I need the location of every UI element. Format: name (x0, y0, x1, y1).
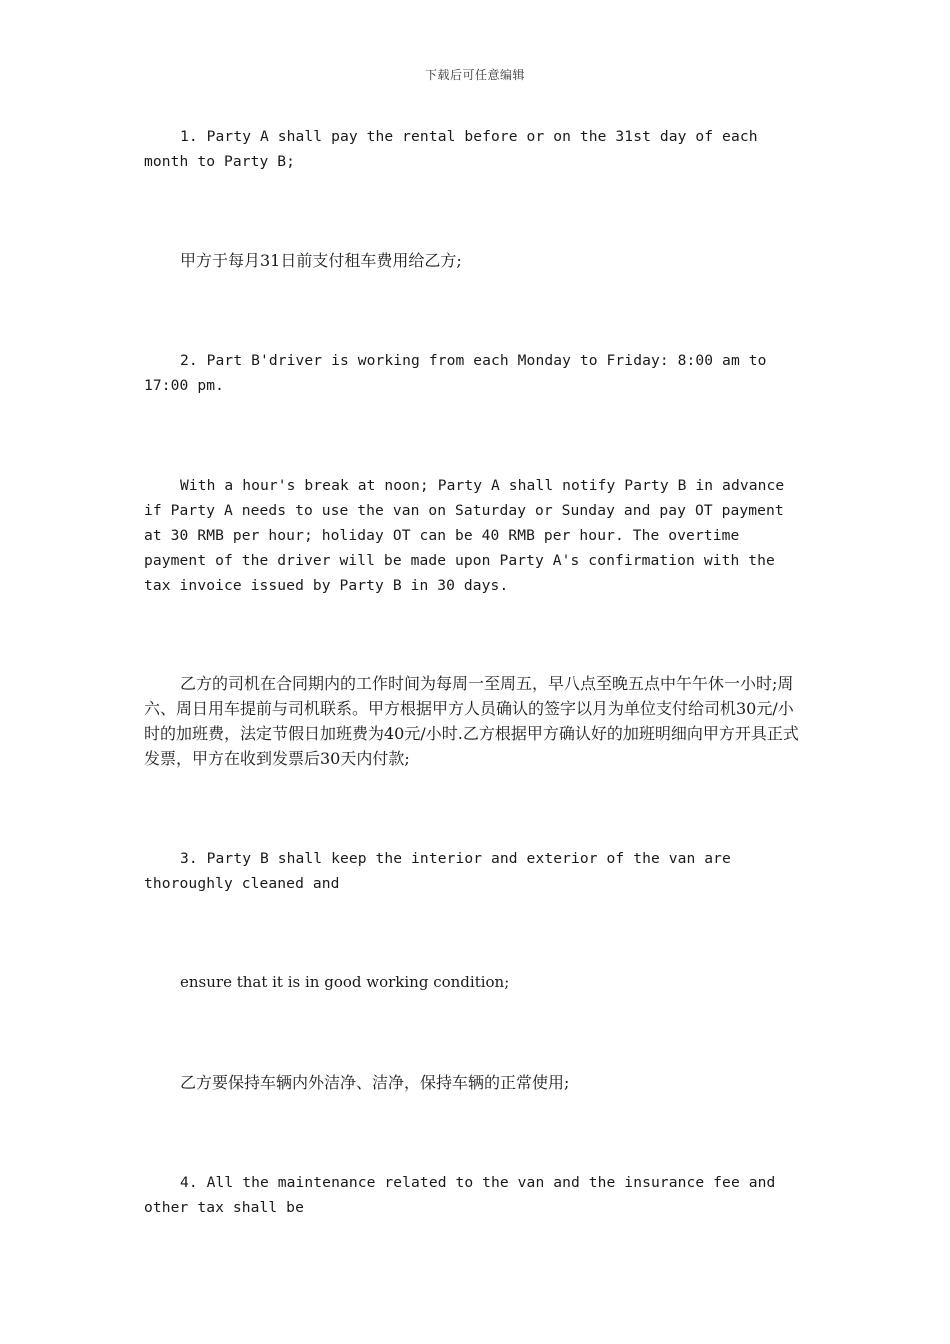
clause-3-chinese: 乙方要保持车辆内外洁净、洁净，保持车辆的正常使用; (180, 1073, 570, 1092)
clause-2-english: 2. Part B'driver is working from each Monday to Friday: 8:00 am to 17:00 pm. (144, 352, 767, 394)
clause-2-chinese: 乙方的司机在合同期内的工作时间为每周一至周五，早八点至晚五点中午午休一小时;周六、周日用车提前与司机联系。甲方根据甲方人员确认的签字以月为单位支付给司机30元/小时的加班费，法定节假日加班费为40元/小时.乙方根据甲方确认好的加班明细向甲方开具正式发票，甲方在收到发票后30天内付款; (144, 674, 799, 768)
clause-3-continuation: ensure that it is in good working condition; (180, 973, 510, 991)
clause-1-english: 1. Party A shall pay the rental before or on the 31st day of each month to Party B; (144, 128, 758, 170)
clause-3-english: 3. Party B shall keep the interior and exterior of the van are thoroughly cleaned and (144, 850, 731, 892)
clause-2-detail-english: With a hour's break at noon; Party A shall notify Party B in advance if Party A needs to use the van on Saturday or Sunday and pay OT payment at 30 RMB per hour; holiday OT can be 40 RMB per hour. The overtime payment of the driver will be made upon Party A's confirmation with the tax invoice issued by Party B in 30 days. (144, 477, 785, 594)
clause-4-english: 4. All the maintenance related to the van and the insurance fee and other tax shall be (144, 1174, 776, 1216)
clause-1-chinese: 甲方于每月31日前支付租车费用给乙方; (180, 251, 462, 270)
page-header: 下载后可任意编辑 (424, 68, 525, 82)
